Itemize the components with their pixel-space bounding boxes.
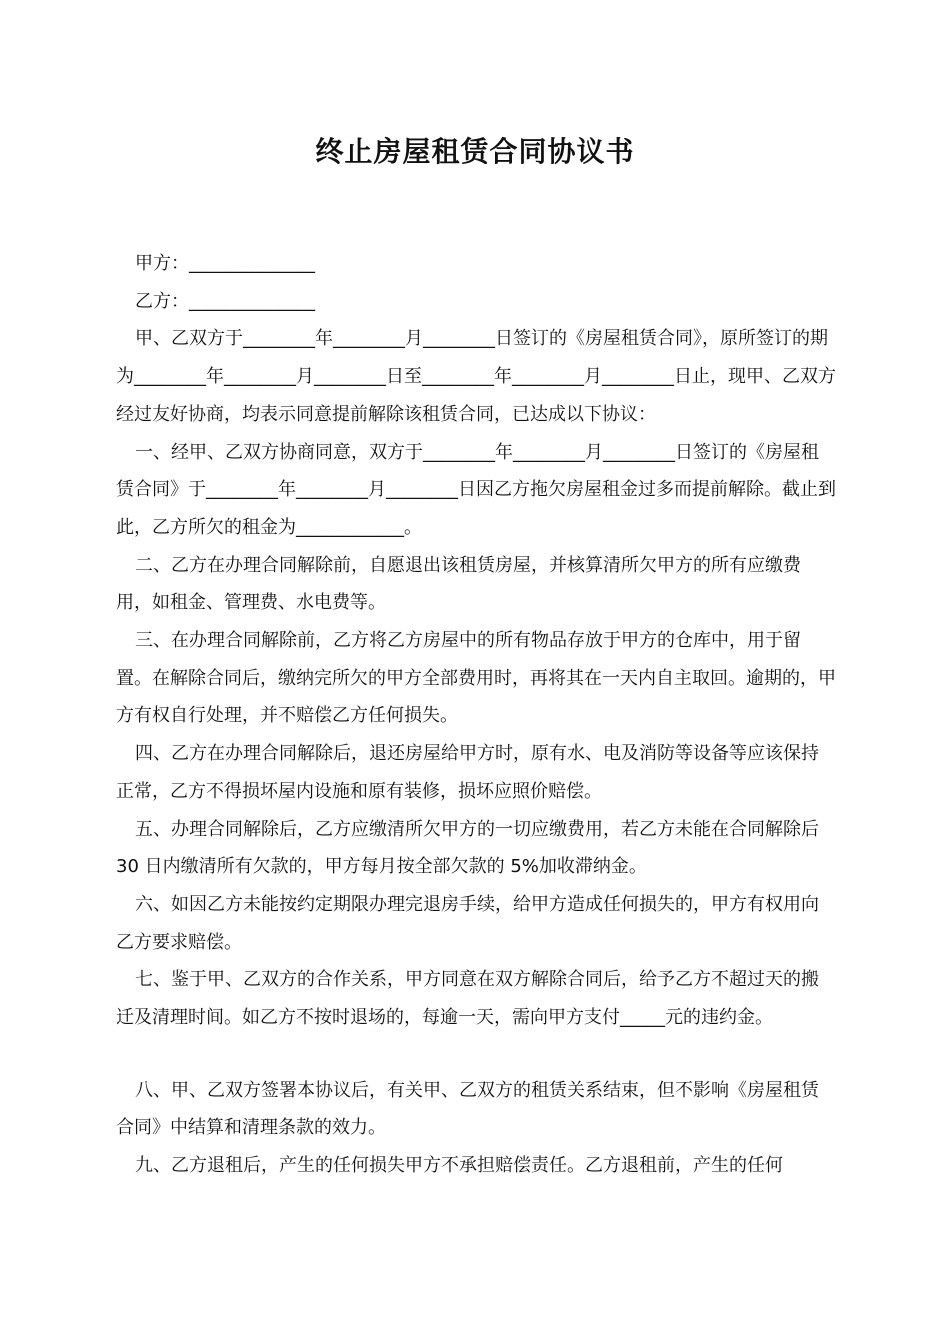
intro-paragraph: 甲、乙双方于________年________月________日签订的《房屋租赁合同》，原所签订的期为________年________月________日至________年________月________日止，现甲、乙双方经过友好协商，均表示同意提前解除该租赁合同，已达成以下协议：: [116, 328, 836, 425]
clause-3-paragraph: 三、在办理合同解除前，乙方将乙方房屋中的所有物品存放于甲方的仓库中，用于留置。在解除合同后，缴纳完所欠的甲方全部费用时，再将其在一天内自主取回。逾期的，甲方有权自行处理，并不赔偿乙方任何损失。: [116, 630, 836, 727]
party-a-line: 甲方：______________: [135, 253, 315, 274]
clause-2-paragraph: 二、乙方在办理合同解除前，自愿退出该租赁房屋，并核算清所欠甲方的所有应缴费用，如租金、管理费、水电费等。: [116, 554, 801, 614]
document-title: 终止房屋租赁合同协议书: [315, 135, 635, 168]
party-b-line: 乙方：______________: [135, 290, 315, 312]
clause-7-paragraph: 七、鉴于甲、乙双方的合作关系，甲方同意在双方解除合同后，给予乙方不超过天的搬迁及清理时间。如乙方不按时退场的，每逾一天，需向甲方支付_____元的违约金。: [116, 969, 819, 1029]
clause-6-paragraph: 六、如因乙方未能按约定期限办理完退房手续，给甲方造成任何损失的，甲方有权用向乙方要求赔偿。: [116, 893, 819, 953]
clause-1-paragraph: 一、经甲、乙双方协商同意，双方于________年________月________日签订的《房屋租赁合同》于________年________月________日因乙方拖欠房屋租金过多而提前解除。截止到此，乙方所欠的租金为____________。: [116, 441, 836, 538]
document-body: [116, 245, 836, 1185]
clause-9-paragraph: 九、乙方退租后，产生的任何损失甲方不承担赔偿责任。乙方退租前，产生的任何: [135, 1155, 783, 1177]
clause-4-paragraph: 四、乙方在办理合同解除后，退还房屋给甲方时，原有水、电及消防等设备等应该保持正常，乙方不得损坏屋内设施和原有装修，损坏应照价赔偿。: [116, 743, 819, 802]
clause-5-paragraph: 五、办理合同解除后，乙方应缴清所欠甲方的一切应缴费用，若乙方未能在合同解除后 30 日内缴清所有欠款的，甲方每月按全部欠款的 5%加收滞纳金。: [116, 818, 825, 878]
clause-8-paragraph: 八、甲、乙双方签署本协议后，有关甲、乙双方的租赁关系结束，但不影响《房屋租赁合同》中结算和清理条款的效力。: [116, 1079, 819, 1139]
